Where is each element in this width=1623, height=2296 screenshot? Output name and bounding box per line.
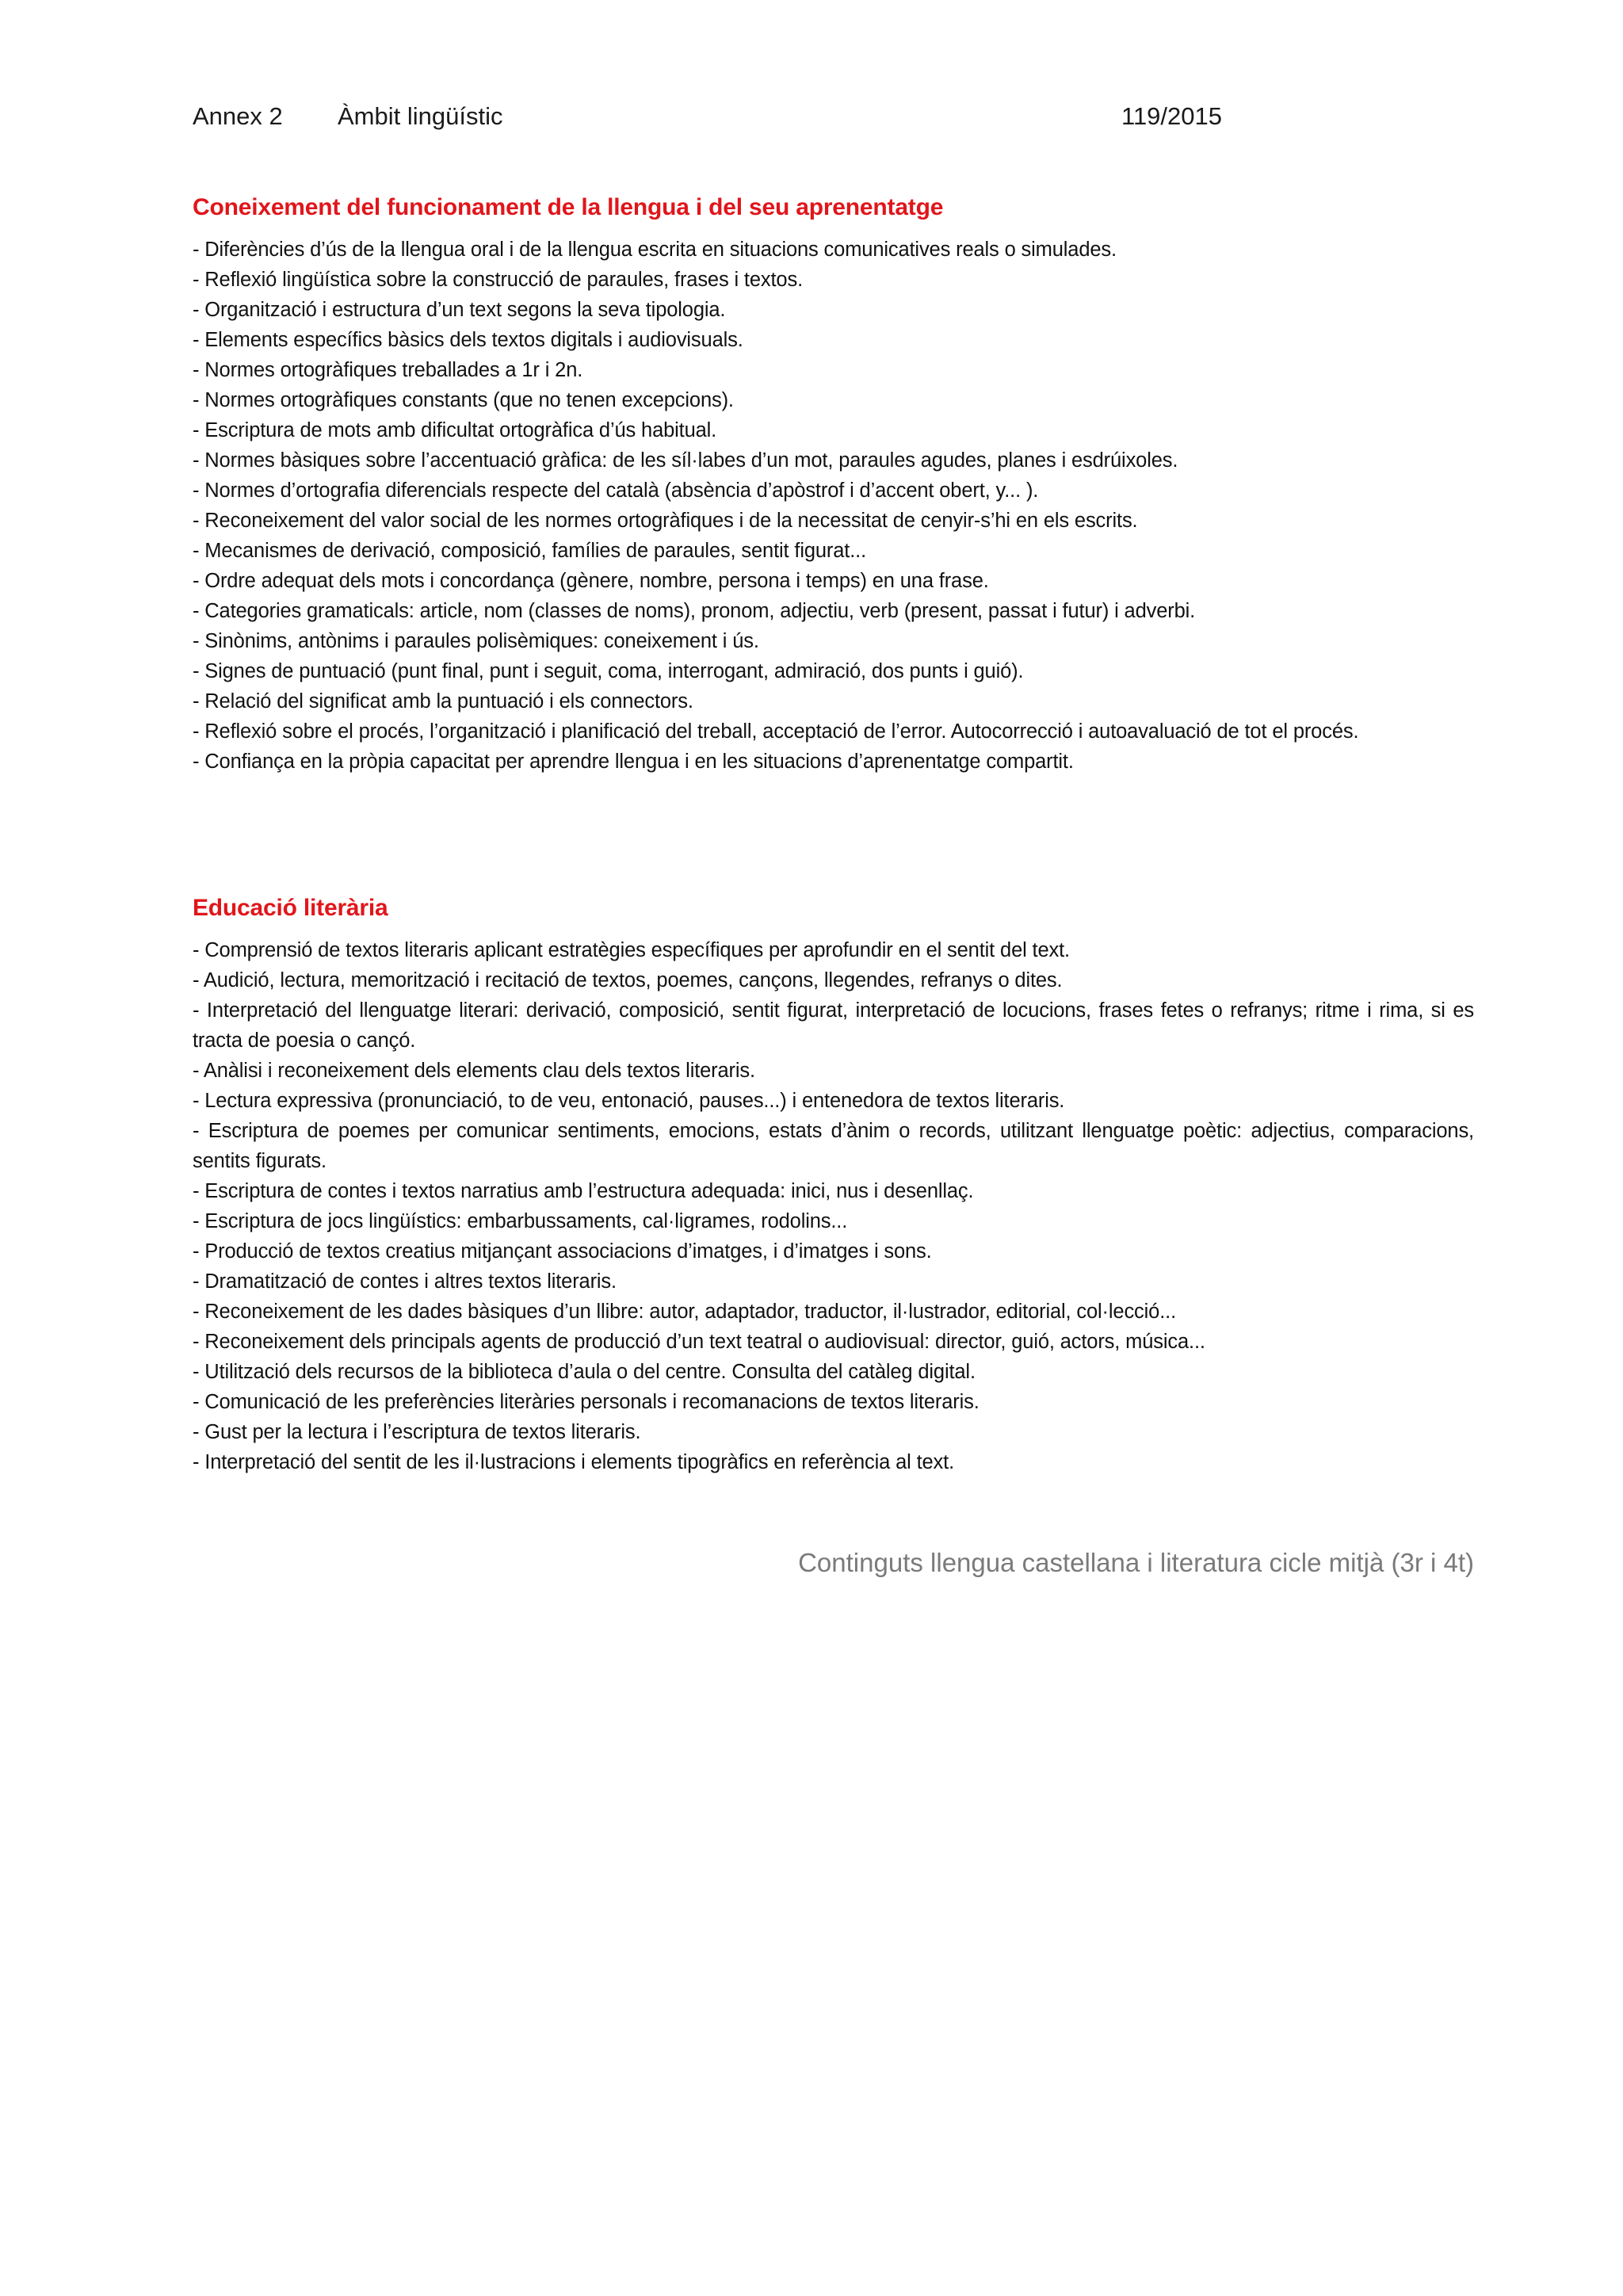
list-item: - Reconeixement del valor social de les normes ortogràfiques i de la necessitat de cenyir-s’hi en els escrits. [193,510,1138,532]
list-item: - Mecanismes de derivació, composició, famílies de paraules, sentit figurat... [193,540,867,562]
list-item: - Gust per la lectura i l’escriptura de textos literaris. [193,1421,641,1443]
section-title: Educació literària [193,895,388,921]
list-item: - Elements específics bàsics dels textos digitals i audiovisuals. [193,329,743,351]
list-item: - Comprensió de textos literaris aplicant estratègies específiques per aprofundir en el sentit del text. [193,939,1070,961]
list-item: - Normes ortogràfiques treballades a 1r i 2n. [193,359,583,381]
section-literary-education [193,891,1474,1477]
list-item: - Lectura expressiva (pronunciació, to de veu, entonació, pauses...) i entenedora de textos literaris. [193,1090,1065,1112]
list-item: - Diferències d’ús de la llengua oral i de la llengua escrita en situacions comunicatives reals o simulades. [193,239,1117,261]
list-item: - Reconeixement dels principals agents de producció d’un text teatral o audiovisual: director, guió, actors, música... [193,1331,1205,1353]
list-item: - Audició, lectura, memorització i recitació de textos, poemes, cançons, llegendes, refranys o dites. [193,969,1063,991]
page-header [193,98,1239,135]
list-item: - Reflexió lingüística sobre la construcció de paraules, frases i textos. [193,269,804,291]
list-item: - Anàlisi i reconeixement dels elements clau dels textos literaris. [193,1060,755,1082]
list-item: - Categories gramaticals: article, nom (classes de noms), pronom, adjectiu, verb (present, passat i futur) i adverbi. [193,600,1196,622]
list-item: - Reconeixement de les dades bàsiques d’un llibre: autor, adaptador, traductor, il·lustrador, editorial, col·lecció... [193,1301,1177,1323]
list-item: - Signes de puntuació (punt final, punt i seguit, coma, interrogant, admiració, dos punts i guió). [193,660,1024,682]
header-annex: Annex 2 [193,102,283,130]
content-list [193,935,1474,1477]
list-item: - Comunicació de les preferències literàries personals i recomanacions de textos literaris. [193,1391,980,1413]
list-item: - Organització i estructura d’un text segons la seva tipologia. [193,299,726,321]
list-item: - Confiança en la pròpia capacitat per aprendre llengua i en les situacions d’aprenentatge compartit. [193,751,1074,773]
header-code: 119/2015 [1121,102,1222,130]
list-item: - Escriptura de mots amb dificultat ortogràfica d’ús habitual. [193,419,717,441]
list-item: - Normes ortogràfiques constants (que no tenen excepcions). [193,389,734,411]
section-title: Coneixement del funcionament de la llengua i del seu aprenentatge [193,194,944,220]
list-item: - Interpretació del sentit de les il·lustracions i elements tipogràfics en referència al text. [193,1451,955,1473]
list-item: - Producció de textos creatius mitjançant associacions d’imatges, i d’imatges i sons. [193,1240,932,1263]
page-footer-caption: Continguts llengua castellana i literatura cicle mitjà (3r i 4t) [798,1548,1474,1577]
header-ambit: Àmbit lingüístic [338,102,503,130]
list-item: - Escriptura de jocs lingüístics: embarbussaments, cal·ligrames, rodolins... [193,1210,848,1232]
list-item: - Normes d’ortografia diferencials respecte del català (absència d’apòstrof i d’accent obert, y... ). [193,479,1039,502]
list-item: - Sinònims, antònims i paraules polisèmiques: coneixement i ús. [193,630,759,652]
list-item: - Dramatització de contes i altres textos literaris. [193,1270,617,1293]
list-item: - Ordre adequat dels mots i concordança (gènere, nombre, persona i temps) en una frase. [193,570,989,592]
list-item: - Interpretació del llenguatge literari: derivació, composició, sentit figurat, interpretació de locucions, frases fetes o refranys; ritme i rima, si es tracta de poesia o cançó. [193,999,1474,1052]
list-item: - Utilització dels recursos de la biblioteca d’aula o del centre. Consulta del catàleg digital. [193,1361,976,1383]
section-language-knowledge [193,190,1474,777]
list-item: - Reflexió sobre el procés, l’organització i planificació del treball, acceptació de l’error. Autocorrecció i autoavaluació de tot el procés. [193,720,1359,743]
list-item: - Normes bàsiques sobre l’accentuació gràfica: de les síl·labes d’un mot, paraules agudes, planes i esdrúixoles. [193,449,1178,472]
list-item: - Escriptura de poemes per comunicar sentiments, emocions, estats d’ànim o records, utilitzant llenguatge poètic: adjectius, comparacions, sentits figurats. [193,1120,1474,1172]
content-list [193,235,1474,777]
list-item: - Escriptura de contes i textos narratius amb l’estructura adequada: inici, nus i desenllaç. [193,1180,974,1202]
list-item: - Relació del significat amb la puntuació i els connectors. [193,690,693,712]
